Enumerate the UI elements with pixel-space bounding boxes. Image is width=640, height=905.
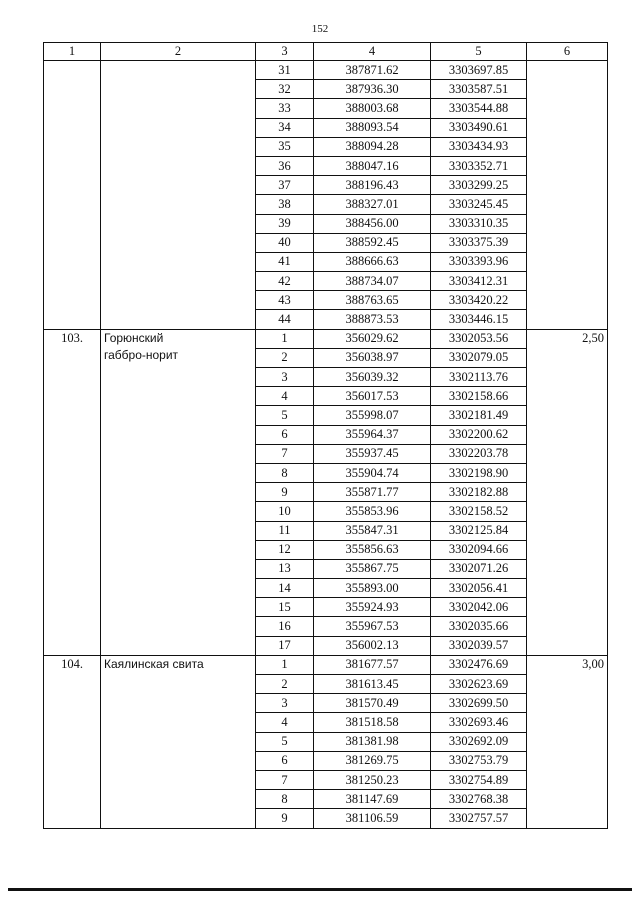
coordinate-x: 356029.62 <box>314 329 431 348</box>
coordinate-y: 3302753.79 <box>431 751 527 770</box>
coordinate-y: 3302071.26 <box>431 559 527 578</box>
column-header: 4 <box>314 43 431 61</box>
object-name <box>101 655 256 828</box>
coordinate-x: 388666.63 <box>314 252 431 271</box>
point-number: 32 <box>256 80 314 99</box>
coordinate-x: 355924.93 <box>314 598 431 617</box>
point-number: 43 <box>256 291 314 310</box>
page-number: 152 <box>311 23 329 35</box>
column-header: 2 <box>101 43 256 61</box>
coordinate-x: 355853.96 <box>314 502 431 521</box>
coordinate-y: 3302200.62 <box>431 425 527 444</box>
point-number: 6 <box>256 425 314 444</box>
point-number: 3 <box>256 368 314 387</box>
point-number: 42 <box>256 272 314 291</box>
point-number: 7 <box>256 770 314 789</box>
coordinate-y: 3302094.66 <box>431 540 527 559</box>
coordinate-y: 3302754.89 <box>431 770 527 789</box>
object-name-line: Каялинская свита <box>104 656 204 671</box>
coordinate-y: 3302699.50 <box>431 694 527 713</box>
coordinate-x: 355893.00 <box>314 579 431 598</box>
point-number: 9 <box>256 483 314 502</box>
coordinate-x: 381147.69 <box>314 790 431 809</box>
point-number: 34 <box>256 118 314 137</box>
coordinate-x: 355998.07 <box>314 406 431 425</box>
point-number: 10 <box>256 502 314 521</box>
coordinates-table-body <box>44 43 608 829</box>
coordinate-y: 3303434.93 <box>431 137 527 156</box>
point-number: 4 <box>256 713 314 732</box>
coordinate-y: 3302203.78 <box>431 444 527 463</box>
coordinate-y: 3302623.69 <box>431 675 527 694</box>
coordinate-y: 3303352.71 <box>431 156 527 175</box>
coordinate-y: 3302039.57 <box>431 636 527 655</box>
object-name-line: габбро-норит <box>104 347 179 362</box>
object-number: 104. <box>44 655 101 828</box>
point-number: 33 <box>256 99 314 118</box>
coordinate-x: 388003.68 <box>314 99 431 118</box>
coordinate-y: 3302158.66 <box>431 387 527 406</box>
point-number: 11 <box>256 521 314 540</box>
object-name <box>101 61 256 330</box>
coordinate-x: 381570.49 <box>314 694 431 713</box>
coordinate-y: 3302053.56 <box>431 329 527 348</box>
coordinate-x: 381250.23 <box>314 770 431 789</box>
coordinate-x: 388873.53 <box>314 310 431 329</box>
coordinate-y: 3303587.51 <box>431 80 527 99</box>
coordinate-y: 3302198.90 <box>431 463 527 482</box>
point-number: 7 <box>256 444 314 463</box>
table-row <box>44 655 608 674</box>
coordinate-x: 355856.63 <box>314 540 431 559</box>
coordinate-y: 3302182.88 <box>431 483 527 502</box>
coordinate-y: 3302035.66 <box>431 617 527 636</box>
coordinate-y: 3303544.88 <box>431 99 527 118</box>
coordinate-y: 3302757.57 <box>431 809 527 828</box>
coordinate-x: 381269.75 <box>314 751 431 770</box>
point-number: 44 <box>256 310 314 329</box>
point-number: 37 <box>256 176 314 195</box>
coordinate-y: 3302476.69 <box>431 655 527 674</box>
point-number: 8 <box>256 463 314 482</box>
point-number: 6 <box>256 751 314 770</box>
coordinate-x: 381613.45 <box>314 675 431 694</box>
coordinate-x: 356002.13 <box>314 636 431 655</box>
point-number: 1 <box>256 329 314 348</box>
coordinate-y: 3303412.31 <box>431 272 527 291</box>
coordinate-x: 388047.16 <box>314 156 431 175</box>
point-number: 2 <box>256 675 314 694</box>
coordinate-x: 381677.57 <box>314 655 431 674</box>
coordinate-x: 388592.45 <box>314 233 431 252</box>
point-number: 2 <box>256 348 314 367</box>
coordinate-x: 355847.31 <box>314 521 431 540</box>
coordinate-x: 356017.53 <box>314 387 431 406</box>
point-number: 16 <box>256 617 314 636</box>
coordinate-x: 356038.97 <box>314 348 431 367</box>
coordinate-x: 388763.65 <box>314 291 431 310</box>
point-number: 39 <box>256 214 314 233</box>
coordinate-x: 387871.62 <box>314 61 431 80</box>
coordinate-y: 3302158.52 <box>431 502 527 521</box>
column-header: 1 <box>44 43 101 61</box>
point-number: 4 <box>256 387 314 406</box>
coordinate-y: 3302079.05 <box>431 348 527 367</box>
object-area <box>527 61 608 330</box>
point-number: 31 <box>256 61 314 80</box>
coordinate-x: 388093.54 <box>314 118 431 137</box>
coordinate-y: 3303446.15 <box>431 310 527 329</box>
coordinate-x: 388196.43 <box>314 176 431 195</box>
object-area: 2,50 <box>527 329 608 655</box>
coordinate-y: 3302056.41 <box>431 579 527 598</box>
coordinate-x: 388456.00 <box>314 214 431 233</box>
coordinate-x: 381381.98 <box>314 732 431 751</box>
coordinate-y: 3303490.61 <box>431 118 527 137</box>
coordinate-x: 388734.07 <box>314 272 431 291</box>
coordinate-y: 3302125.84 <box>431 521 527 540</box>
coordinate-x: 355964.37 <box>314 425 431 444</box>
coordinate-x: 355937.45 <box>314 444 431 463</box>
coordinate-y: 3303420.22 <box>431 291 527 310</box>
point-number: 38 <box>256 195 314 214</box>
coordinate-x: 381106.59 <box>314 809 431 828</box>
header-row <box>44 43 608 61</box>
point-number: 13 <box>256 559 314 578</box>
coordinate-x: 381518.58 <box>314 713 431 732</box>
point-number: 8 <box>256 790 314 809</box>
coordinate-y: 3303245.45 <box>431 195 527 214</box>
coordinate-x: 356039.32 <box>314 368 431 387</box>
coordinate-y: 3303310.35 <box>431 214 527 233</box>
object-number: 103. <box>44 329 101 655</box>
point-number: 17 <box>256 636 314 655</box>
object-name <box>101 329 256 655</box>
coordinate-y: 3302181.49 <box>431 406 527 425</box>
coordinate-x: 355871.77 <box>314 483 431 502</box>
coordinate-x: 355904.74 <box>314 463 431 482</box>
point-number: 5 <box>256 406 314 425</box>
table-row <box>44 61 608 80</box>
column-header: 3 <box>256 43 314 61</box>
point-number: 14 <box>256 579 314 598</box>
point-number: 12 <box>256 540 314 559</box>
coordinate-y: 3303697.85 <box>431 61 527 80</box>
bottom-rule <box>8 888 632 891</box>
object-area: 3,00 <box>527 655 608 828</box>
point-number: 40 <box>256 233 314 252</box>
coordinate-y: 3302768.38 <box>431 790 527 809</box>
coordinate-x: 355867.75 <box>314 559 431 578</box>
object-number <box>44 61 101 330</box>
coordinate-y: 3303375.39 <box>431 233 527 252</box>
point-number: 41 <box>256 252 314 271</box>
point-number: 5 <box>256 732 314 751</box>
point-number: 3 <box>256 694 314 713</box>
coordinate-x: 387936.30 <box>314 80 431 99</box>
coordinate-y: 3303299.25 <box>431 176 527 195</box>
point-number: 15 <box>256 598 314 617</box>
coordinate-y: 3302693.46 <box>431 713 527 732</box>
point-number: 35 <box>256 137 314 156</box>
coordinates-table <box>43 42 608 829</box>
point-number: 36 <box>256 156 314 175</box>
point-number: 9 <box>256 809 314 828</box>
object-name-line: Горюнский <box>104 330 164 345</box>
column-header: 6 <box>527 43 608 61</box>
coordinate-x: 388327.01 <box>314 195 431 214</box>
column-header: 5 <box>431 43 527 61</box>
coordinate-x: 388094.28 <box>314 137 431 156</box>
coordinate-y: 3302692.09 <box>431 732 527 751</box>
point-number: 1 <box>256 655 314 674</box>
coordinate-x: 355967.53 <box>314 617 431 636</box>
table-row <box>44 329 608 348</box>
coordinate-y: 3302042.06 <box>431 598 527 617</box>
coordinate-y: 3303393.96 <box>431 252 527 271</box>
coordinate-y: 3302113.76 <box>431 368 527 387</box>
